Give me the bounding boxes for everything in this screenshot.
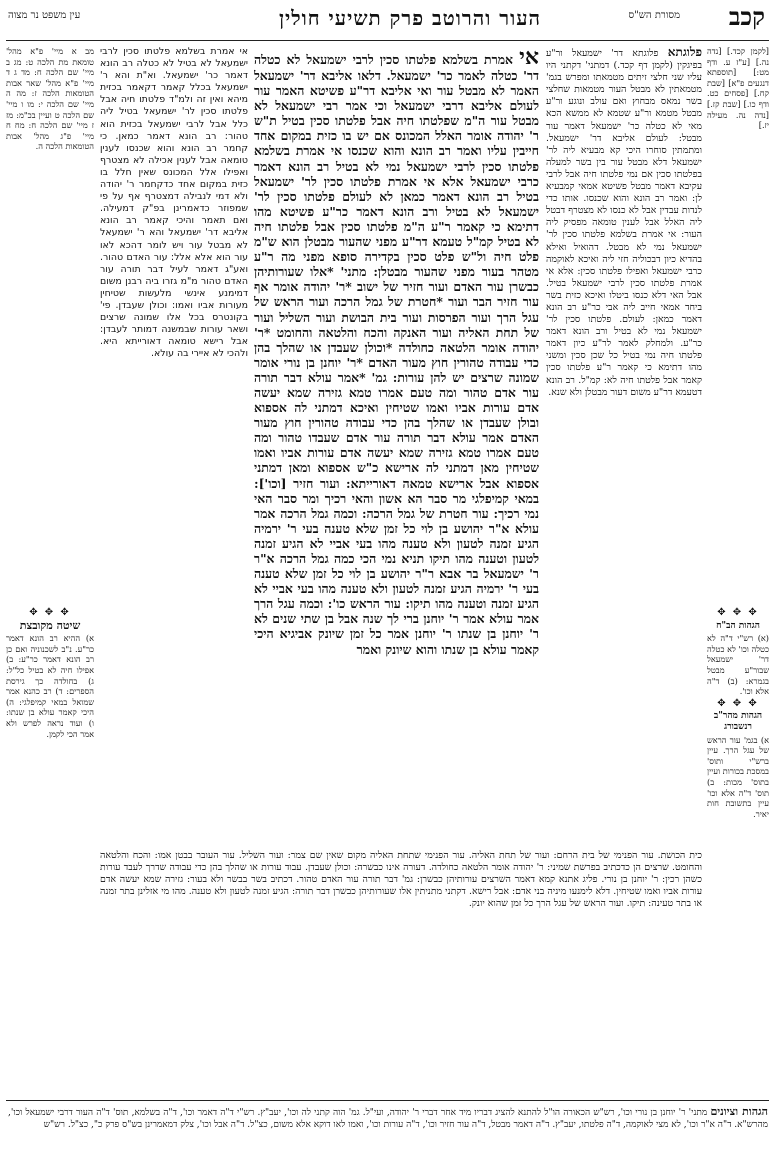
rashi-opening-word: פלוגתא [667, 46, 702, 59]
ornament-divider: ✥ ✥ ✥ [717, 607, 759, 618]
ein-mishpat-refs: מב א מיי' פ"א מהל' טומאת מת הלכה ט: מג ב מיי' שם הלכה ח: מד ג ד מיי' פ"א מהל' שאר אבות הטומאות הלכה ז: מה ה מיי' שם הלכה י: מו ו מיי' שם הלכה ט ועיין בכ"מ: מז ז מיי' שם הלכה ח: מח ח מיי' פ"ג מהל' אבות הטומאות הלכה ה. [6, 46, 94, 152]
ornament-divider-2: ✥ ✥ ✥ [717, 697, 759, 709]
page-header [0, 0, 775, 40]
hagahot-maharab-title: הגהות מהר"ב רנשבורג [713, 711, 763, 732]
right-margin [707, 46, 769, 1092]
rashi-commentary [546, 46, 702, 846]
footer-text: מתני' ר' יוחנן בן נורי וכו', רש"ש הכאורה הו"ל להתנא להציג דבריו מיד אחר דברי ר' יהודה, ועי"ל. גמ' הוה קתני לה וכו', יעב"ץ. רש"י ד"ה דאמר וכו', ד"ה בשלמא, תוס' ד"ה העור דרבי ישמעאל וכו', מהרש"א. ד"ה א"ר וכו', לא מצי לאוקמה, ד"ה פלטתו, יעב"ץ. ד"ה דאמר מבטל, ד"ה עור חזיר וכו', ד"ה עורות וכו', ואמו לאו דוקא אלא משום, כצ"ל. ד"ה אבל וכו', צלק דמאמרינן בש"ס פרק כ", כצ"ל. רש"ש [8, 1108, 768, 1130]
rashi-text: פלוגתא דר' ישמעאל ור"ע בפיגקין (לקמן דף קכד.) דמתני' דקתני היו עליו שני חלצי זיתים מטמאתו ומפרש בגמ' מטמאתין לא מבטל העור מטמאות שחלצי בשר נמאס מבחוץ ואם עולב ונוגע ור"ע מבטל מטמא ור"ע שטמא לא ממשא הכא מאי לא כטלה כר' ישמעאל דאמר עור מבטל: לעולם אליבא דר' ישמעאל. ומתמתין סוחרו היכי קא מבעיא ליה לר' ישמעאל דלא מבטל עור בין בשר למעלה בפלטתו סכין אם נמי פלטתו חיה אבל לרבי עקיבא דאמר מבטל פשיטא אמאי קמבעיא לן: ואמר רב הונא והוא שכנסו. אותו כדי לנדות עבדין אבל לא כנסו לא מצטרף דבטל ליה האלל אבל לענין טומאה מפסיק ליה העור: אי אמרת בשלמא פלטתו סכין לר' ישמעאל נמי לא מבטל. דהואיל ואילא בהדיא כיון דבכוליה חזי ליה ואיכא לאוקמה כרבי ישמעאל ואפילו פלטתו סכין: אלא אי אמרת פלטתו סכין לרבי ישמעאל בטיל. אבל האי דלא כנסו ביטלו ואיכא כזית בשר ביחד אמאי חייב ליה אבי כר"ע רב הונא דאמר כמאן: לעולם. פלטתו סכין לר' ישמעאל נמי לא בטיל ורב הונא דאמר כר"ע. ולמחלק לאמר לר"ע כיון דאמר פלטתו חיה נמי בטיל כל שכן סכין ומשני מהו דתימא כי קאמר ר"ע פלטתו סכין קאמר אבל פלטתו חיה לא: קמ"ל. רב הונא דטעמא דר"ע משום דעור מבטלן ולא שנא. [546, 48, 702, 398]
shita-title: שיטה מקובצת [19, 618, 81, 632]
folio-number: קכב [728, 2, 765, 31]
tosafot-commentary [100, 46, 248, 846]
hagahot-habach: (א) רש"י ד"ה לא כטלה וכו' לא כטלה דר' ישמעאל שבור"ע מבטל בגמרא: (ב) ד"ה אלא וכו'. [707, 633, 769, 697]
tosafot-text: אי אמרת בשלמא פלטתו סכין לרבי ישמעאל לא בטיל לא כטלה רב הונא דאמר כר' ישמעאל. וא"ת והא ר' ישמעאל בכלל קאמר דקאמר בכזית מיהא ואין זה ולמ"ד פלטתו חיה אבל פלטתו סכין לר' ישמעאל בטיל ליה כלל אבל לרבי ישמעאל בכזית הוא טהור: רב הונא דאמר כמאן. כי קחמר רב הונא והוא שכנסו לענין טומאה אבל לענין אכילה לא מצטרף ואפילו אלל המכונס שאין חלל בו כזית במקום אחד כדקחמר ר' יהודה ולא דמי לנבילה דמצטרף אף על פי שמפוזר כדאמרינן בפ"ק דמעילה. ואם תאמר והיכי קאמר רב הונא אליבא דר' ישמעאל והא ר' ישמעאל לא מבטל עור ויש לומר דהכא לאו עור הוא אלא אלל: עור האדם טהור. ואע"ג דאמר לעיל דבר תורה עור האדם טהור מ"מ גזרו ביה רבנן משום דמימנע אינשי מלעשות שטיחין מעורות אביו ואמו: וכולן שעבדן. פי' בקונטרס בכל אלו שמונה שרצים ושאר עורות שבמשנה דמותר לעבדן: אבל רישא טומאה דאורייתא היא. ולהכי לא איירי בה עולא. [100, 46, 248, 360]
bottom-rashi-text: כית הכושת. עור הפנימי של בית הרחם: ועור של תחת האליה. עור הפנימי שתחת האליה מקום שאין שם צמר: ועור השליל. עור העובר בבטן אמו: והכח והלטאה והחומט. שרצים הן כדכתיב בפרשת שמיני: ר' יהודה אומר הלטאה כחולדה. דעורה אינו כבשרה: וכולן שעבדן. עבוד עורות או שהלך בהן כדי עבודה שדרך לעבד עורות כשהן רכין: ר' יוחנן בן נורי. פליג אתנא קמא דאמר השרצים עורותיהן כבשרן: גמ' דבר תורה עור האדם טהור. דכתיב בשר בבשר ולא בעור: גזירה שמא יעשה אדם עורות אביו ואמו שטיחין. דלא לימנעו מיניה בני אדם: אבל רישא. דקתני מתניתין אלו שעורותיהן כבשרן דבר תורה: הגיע זמנה לטעון ולא טענה. מהו מי אזלינן בתר זמנה או בתר טעינה: תיקו. ועור הראש של עגל הרך כל זמן שהוא יונק. [100, 850, 702, 910]
ornament-divider-left: ✥ ✥ ✥ [29, 607, 71, 618]
gemara-main-text [254, 46, 539, 846]
hagahot-maharab: א) בגמ' עור הראש של עגל הרך. עיין ברש"י ותוס' במסכת בכורות ועיין בתוס' מכות: ב) תוס' ד"ה אלא וכו' עיין בתשובת חות יאיר. [707, 734, 769, 819]
ein-mishpat-label: עין משפט נר מצוה [8, 10, 81, 21]
bottom-rashi [100, 850, 702, 1096]
header-rule [6, 40, 769, 41]
masoret-refs: [לקמן קכד.] [נדה נה.] [ע"ז ע. ודף מט:] [תוספתא דנגעים פ"א] [שבת קח.] [פסחים כט. ודף כו.] [שבת קז.] [נדה נה. מעילה יז.] [707, 46, 769, 131]
footer-title: הגהות וציונים [710, 1105, 768, 1118]
footer-rule [6, 1100, 769, 1101]
main-lead-word: אי [519, 46, 539, 70]
masoret-label: מסורת הש"ס [628, 10, 680, 21]
hagahot-title: הגהות הב"ח [716, 620, 760, 631]
shita-text: א) ההיא רב הונא דאמר כר"ע. נ"ב לשכנוניה ואם כן רב הונא דאמר כר"ע: ב) אפילו חיה לא בטיל כל"ל: ג) בחולדה כך גירסת הספרים: ד) רב כהנא אמר שמואל במאי קמיפלגי: ה) היכי קאמר עולא בן שנתו: ו) ועוד נראה לפרש ולא אמר הכי לקמן. [6, 633, 94, 739]
page-title: העור והרוטב פרק תשיעי חולין [278, 6, 542, 30]
left-margin [6, 46, 94, 1092]
footer-notes [8, 1106, 768, 1131]
main-body: אמרת בשלמא פלטתו סכין לרבי ישמעאל לא כטלה דר' כטלה לאמר כר' ישמעאל. דלאו אליבא דר' ישמעאל האמר לא מבטל עור ואי אליבא דר"ע פשיטא האמר עור לעולם אליבא דרבי ישמעאל וכי אמר רבי ישמעאל לא מבטל עור ה"מ שפלטתו חיה אבל פלטתו סכין בטיל ת"ש ר' יהודה אומר האלל המכונס אם יש בו כזית במקום אחד חייבין עליו ואמר רב הונא והוא שכנסו אי אמרת בשלמא פלטתו סכין לרבי ישמעאל נמי לא בטיל רב הונא דאמר כרבי ישמעאל אלא אי אמרת פלטתו סכין לר' ישמעאל בטיל רב הונא דאמר כמאן לא לעולם פלטתו סכין לר' ישמעאל לא בטיל ורב הונא דאמר כר"ע פשיטא מהו דתימא כי קאמר ר"ע ה"מ פלטתו סכין אבל פלטתו חיה לא בטיל קמ"ל טעמא דר"ע מפני שהעור מבטלן הוא ש"מ פלט חיה ול"ש פלט סכין בקדירה סופא מפני מה ר"ע מטהר בעור מפני שהעור מבטלן: מתני' *אלו שעורותיהן כבשרן עור האדם ועור חזיר של ישוב *ר' יהודה אומר אף עור חזיר הבר ועור *חטרת של גמל הרכה ועור הראש של עגל הרך ועור הפרסות ועור בית הבושת ועור השליל ועור של תחת האליה ועור האנקה והכח והלטאה והחומט *ר' יהודה אומר הלטאה כחולדה *וכולן שעבדן או שהלך בהן כדי עבודה טהורין חוץ מעור האדם *ר' יוחנן בן נורי אומר שמונה שרצים יש להן עורות: גמ' *אמר עולא דבר תורה עור אדם טהור ומה טעם אמרו טמא גזירה שמא יעשה אדם עורות אביו ואמו שטיחין ואיכא דמתני לה אספוא ובולן שעבדן או שהלך בהן כדי עבודה טהורין חוץ מעור האדם אמר עולא דבר תורה עור אדם שעבדו טהור ומה טעם אמרו טמא גזירה שמא יעשה אדם עורות אביו ואמו שטיחין מאן דמתני לה ארישא כ"ש אספוא ומאן דמתני אספוא אבל ארישא טמאה דאורייתא: ועור חזיר [וכו']: במאי קמיפלגי מר סבר הא אשון והאי רכיך ומר סבר האי נמי רכיך: עור חטרת של גמל הרכה: וכמה גמל הרכה אמר עולא א"ר יהושע בן לוי כל זמן שלא טענה בעי ר' ירמיה הגיע זמנה לטעון ולא טענה מהו בעי אביי לא הגיע זמנה לטעון וטענה מהו תיקו תניא נמי הכי כמה גמל הרכה א"ר ר' ישמעאל בר אבא ר"ר יהושע בן לוי כל זמן שלא טענה בעי ר' ירמיה הגיע זמנה לטעון ולא טענה מהו בעי אביי לא הגיע זמנה וטענה מהו תיקו: עור הראש כו': וכמה עגל הרך אמר עולא אמר ר' יוחנן ברי לך שנה אבל בן שתי שנים לא ר' יוחנן בן שנתו ר' יוחנן אמר כל זמן שיונק אביגיא היכי קאמר עולא בן שנתו והוא שיונק ואמר [254, 52, 539, 657]
